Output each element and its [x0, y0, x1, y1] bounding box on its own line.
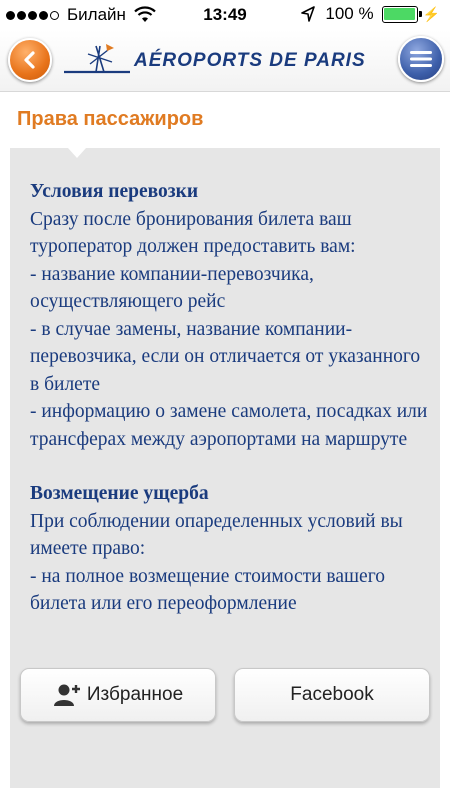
section-body: При соблюдении опаределенных условий вы имеете право: - на полное возмещение стоимости вашего билета или его переоформление: [30, 510, 403, 614]
favorites-button[interactable]: [20, 668, 216, 722]
article-content: [30, 178, 430, 618]
facebook-button[interactable]: [234, 668, 430, 722]
panel-notch: [68, 148, 86, 158]
favorites-label: Избранное: [86, 684, 184, 705]
aeroports-de-paris-logo: [62, 40, 392, 82]
facebook-label: Facebook: [290, 684, 374, 705]
location-arrow-icon: [301, 6, 315, 22]
section-heading: Условия перевозки: [30, 181, 199, 202]
chevron-left-icon: [20, 50, 40, 70]
app-header: [0, 30, 450, 92]
charging-icon: ⚡: [422, 5, 440, 22]
battery-percent: 100 %: [325, 4, 374, 23]
back-button[interactable]: [8, 38, 52, 82]
status-bar: [0, 0, 450, 30]
logo-text: AÉROPORTS DE PARIS: [134, 50, 366, 71]
section-body: Сразу после бронирования билета ваш туроператор должен предоставить вам: - название компании-перевозчика, осуществляющего рейс - в случае замены, название компании-перевозчика, если он отличается от указанного в билете - информацию о замене самолета, посадках или трансферах между аэропортами на маршруте: [30, 208, 428, 450]
carrier-label: Билайн: [67, 5, 126, 24]
page-title: Права пассажиров: [17, 108, 204, 130]
section-compensation: [30, 480, 430, 618]
section-heading: Возмещение ущерба: [30, 483, 209, 504]
status-right: [301, 4, 440, 24]
section-conditions: [30, 178, 430, 453]
add-person-icon: [53, 682, 83, 708]
hamburger-icon: [409, 49, 433, 69]
logo-mark-icon: [62, 40, 132, 82]
battery-icon: [382, 6, 418, 23]
clock: 13:49: [203, 5, 247, 24]
menu-button[interactable]: [398, 36, 444, 82]
